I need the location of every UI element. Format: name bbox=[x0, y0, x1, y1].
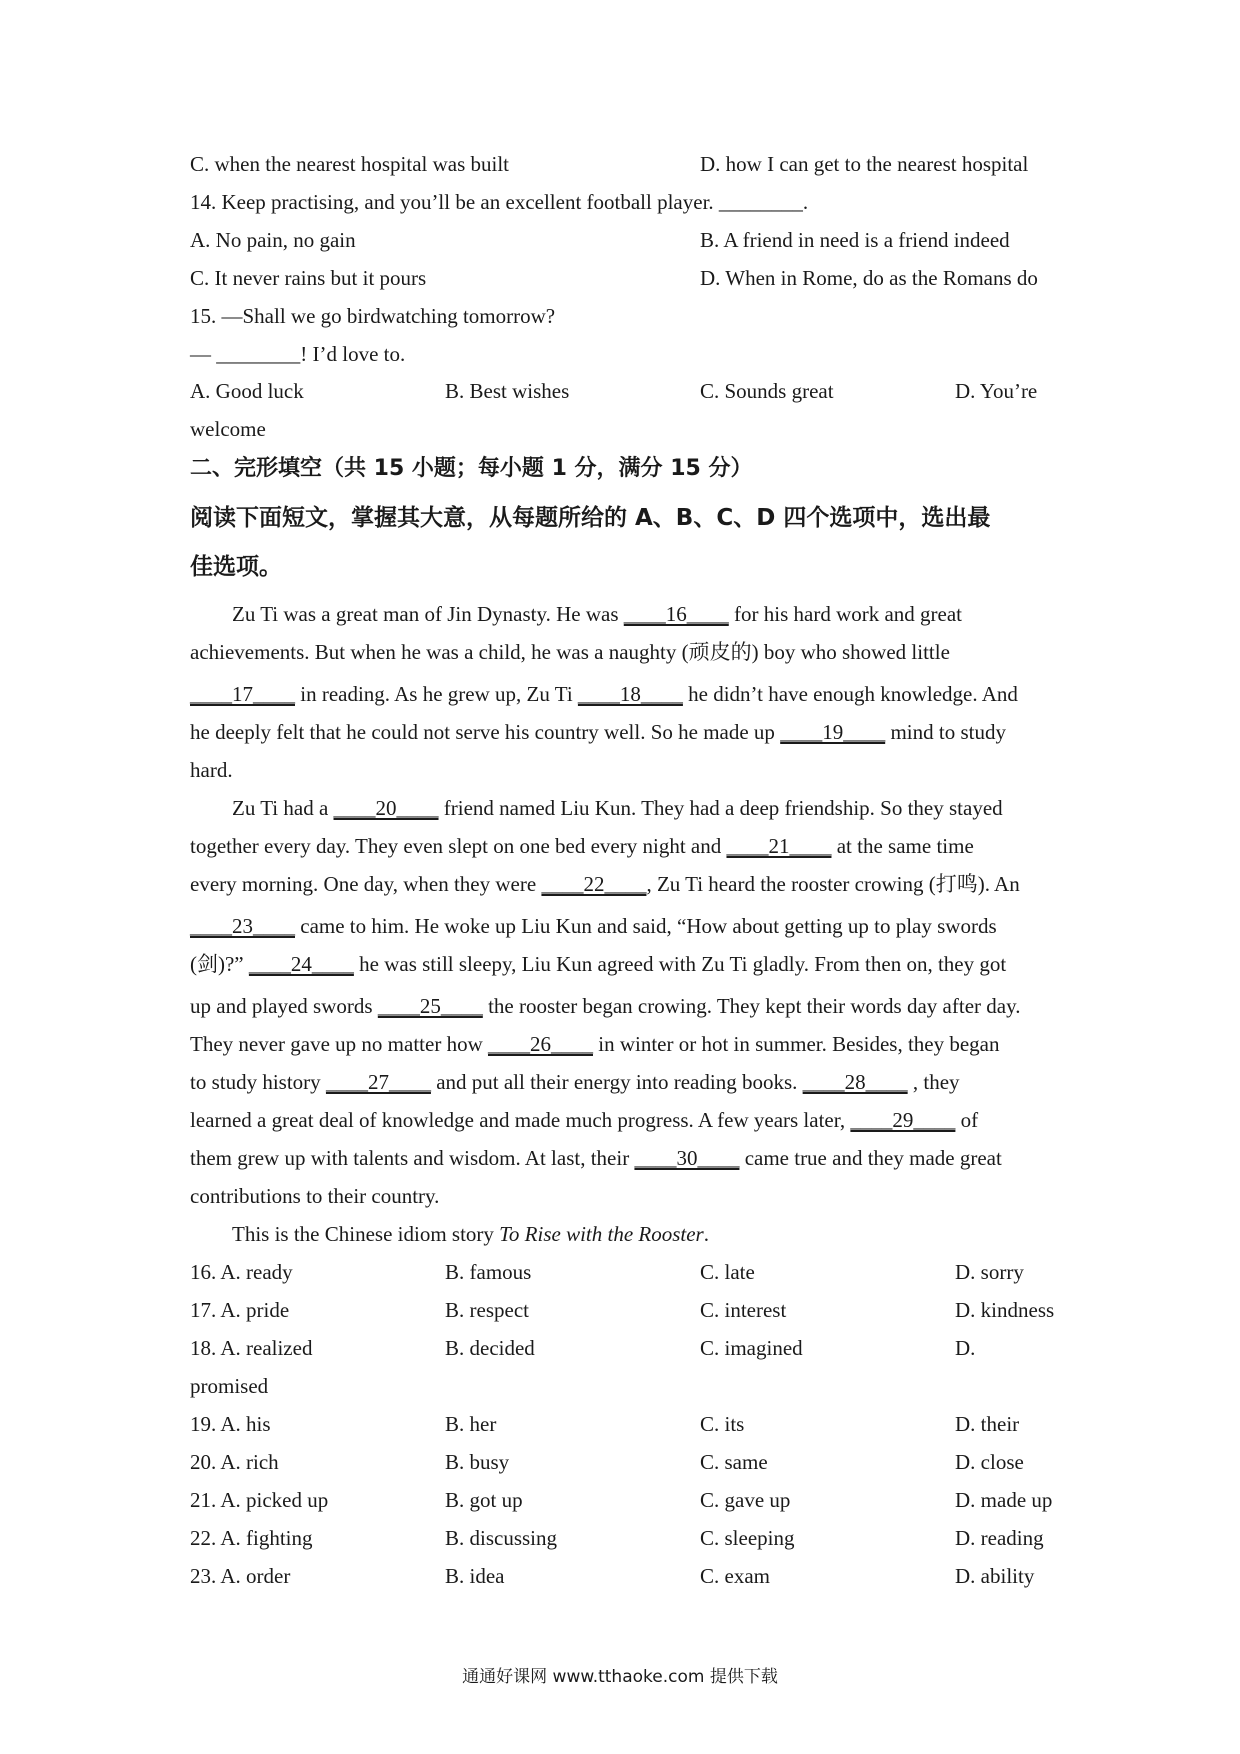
passage-line bbox=[190, 718, 1006, 746]
passage-line bbox=[190, 756, 233, 784]
passage-line bbox=[190, 1106, 978, 1134]
passage-line bbox=[190, 832, 974, 860]
passage-text: They never gave up no matter how bbox=[190, 1032, 488, 1056]
q15-option-a: A. Good luck bbox=[190, 379, 304, 403]
passage-line bbox=[232, 1220, 709, 1248]
passage-text: to study history bbox=[190, 1070, 326, 1094]
q23-option-b: B. idea bbox=[445, 1564, 505, 1588]
q18-option-c: C. imagined bbox=[700, 1336, 803, 1360]
passage-text: at the same time bbox=[831, 834, 974, 858]
passage-text: he was still sleepy, Liu Kun agreed with Zu Ti gladly. From then on, they got bbox=[353, 952, 1007, 976]
q22-option-c: C. sleeping bbox=[700, 1526, 795, 1550]
q18-option-d: D. bbox=[955, 1336, 976, 1360]
passage-text: Zu Ti had a bbox=[232, 796, 334, 820]
q14-option-b: B. A friend in need is a friend indeed bbox=[700, 228, 1010, 252]
passage-text: , Zu Ti heard the rooster crowing (打鸣). An bbox=[646, 872, 1020, 896]
passage-line bbox=[190, 992, 1020, 1020]
section-instruction-line1: 阅读下面短文，掌握其大意，从每题所给的 A、B、C、D 四个选项中，选出最 bbox=[190, 505, 991, 531]
idiom-title: To Rise with the Rooster bbox=[499, 1222, 704, 1246]
q17-option-c: C. interest bbox=[700, 1298, 787, 1322]
q14-option-d: D. When in Rome, do as the Romans do bbox=[700, 266, 1038, 290]
passage-text: he didn’t have enough knowledge. And bbox=[682, 682, 1018, 706]
passage-text: contributions to their country. bbox=[190, 1184, 440, 1208]
passage-text: friend named Liu Kun. They had a deep friendship. So they stayed bbox=[438, 796, 1003, 820]
q22-option-a: 22. A. fighting bbox=[190, 1526, 313, 1550]
q18-option-d-continued: promised bbox=[190, 1374, 269, 1398]
q22-option-b: B. discussing bbox=[445, 1526, 558, 1550]
q19-option-b: B. her bbox=[445, 1412, 497, 1436]
blank-16: ____16____ bbox=[623, 602, 729, 626]
blank-18: ____18____ bbox=[577, 682, 683, 706]
passage-text: learned a great deal of knowledge and made much progress. A few years later, bbox=[190, 1108, 851, 1132]
q19-option-d: D. their bbox=[955, 1412, 1020, 1436]
q16-option-b: B. famous bbox=[445, 1260, 532, 1284]
blank-25: ____25____ bbox=[377, 994, 483, 1018]
passage-text: . bbox=[703, 1222, 709, 1246]
q17-option-d: D. kindness bbox=[955, 1298, 1055, 1322]
q21-option-a: 21. A. picked up bbox=[190, 1488, 329, 1512]
blank-28: ____28____ bbox=[802, 1070, 908, 1094]
passage-line bbox=[190, 912, 997, 940]
passage-text: This is the Chinese idiom story bbox=[232, 1222, 500, 1246]
blank-22: ____22____ bbox=[541, 872, 647, 896]
q21-option-b: B. got up bbox=[445, 1488, 523, 1512]
q19-option-a: 19. A. his bbox=[190, 1412, 271, 1436]
q18-option-a: 18. A. realized bbox=[190, 1336, 313, 1360]
section-heading: 二、完形填空（共 15 小题；每小题 1 分，满分 15 分） bbox=[190, 456, 753, 481]
passage-line bbox=[190, 1144, 1002, 1172]
passage-line bbox=[190, 1182, 439, 1210]
passage-line bbox=[232, 794, 1003, 822]
q16-option-d: D. sorry bbox=[955, 1260, 1024, 1284]
q20-option-a: 20. A. rich bbox=[190, 1450, 279, 1474]
passage-text: in reading. As he grew up, Zu Ti bbox=[295, 682, 578, 706]
q15-option-b: B. Best wishes bbox=[445, 379, 570, 403]
passage-text: came true and they made great bbox=[739, 1146, 1002, 1170]
q13-option-d: D. how I can get to the nearest hospital bbox=[700, 152, 1029, 176]
q14-option-c: C. It never rains but it pours bbox=[190, 266, 427, 290]
q15-reply: — ________! I’d love to. bbox=[190, 342, 406, 366]
blank-21: ____21____ bbox=[726, 834, 832, 858]
passage-text: he deeply felt that he could not serve his country well. So he made up bbox=[190, 720, 781, 744]
q15-option-d-continued: welcome bbox=[190, 417, 266, 441]
section-instruction-line2: 佳选项。 bbox=[190, 554, 282, 580]
q13-option-c: C. when the nearest hospital was built bbox=[190, 152, 510, 176]
passage-text: every morning. One day, when they were bbox=[190, 872, 542, 896]
q15-option-d: D. You’re bbox=[955, 379, 1038, 403]
passage-text: in winter or hot in summer. Besides, they began bbox=[592, 1032, 1000, 1056]
passage-line bbox=[190, 638, 950, 666]
q23-option-d: D. ability bbox=[955, 1564, 1035, 1588]
q17-option-b: B. respect bbox=[445, 1298, 529, 1322]
passage-text: up and played swords bbox=[190, 994, 378, 1018]
blank-20: ____20____ bbox=[333, 796, 439, 820]
passage-text: for his hard work and great bbox=[728, 602, 963, 626]
q18-option-b: B. decided bbox=[445, 1336, 535, 1360]
passage-text: them grew up with talents and wisdom. At last, their bbox=[190, 1146, 635, 1170]
blank-19: ____19____ bbox=[780, 720, 886, 744]
q14-stem: 14. Keep practising, and you’ll be an excellent football player. ________. bbox=[190, 190, 809, 214]
q21-option-c: C. gave up bbox=[700, 1488, 791, 1512]
q20-option-b: B. busy bbox=[445, 1450, 510, 1474]
q15-option-c: C. Sounds great bbox=[700, 379, 834, 403]
q21-option-d: D. made up bbox=[955, 1488, 1053, 1512]
passage-line bbox=[190, 680, 1018, 708]
passage-text: achievements. But when he was a child, he was a naughty (顽皮的) boy who showed little bbox=[190, 640, 950, 664]
blank-29: ____29____ bbox=[850, 1108, 956, 1132]
passage-line bbox=[232, 600, 962, 628]
q22-option-d: D. reading bbox=[955, 1526, 1044, 1550]
blank-17: ____17____ bbox=[190, 682, 295, 706]
blank-24: ____24____ bbox=[248, 952, 354, 976]
passage-line bbox=[190, 1068, 960, 1096]
passage-text: and put all their energy into reading books. bbox=[430, 1070, 803, 1094]
q20-option-d: D. close bbox=[955, 1450, 1024, 1474]
passage-text: mind to study bbox=[885, 720, 1006, 744]
passage-text: (剑)?” bbox=[190, 952, 249, 976]
q15-stem: 15. —Shall we go birdwatching tomorrow? bbox=[190, 304, 556, 328]
q16-option-a: 16. A. ready bbox=[190, 1260, 293, 1284]
passage-line bbox=[190, 950, 1006, 978]
q20-option-c: C. same bbox=[700, 1450, 768, 1474]
passage-text: Zu Ti was a great man of Jin Dynasty. He was bbox=[232, 602, 624, 626]
q23-option-a: 23. A. order bbox=[190, 1564, 291, 1588]
passage-text: of bbox=[955, 1108, 979, 1132]
q17-option-a: 17. A. pride bbox=[190, 1298, 290, 1322]
q23-option-c: C. exam bbox=[700, 1564, 770, 1588]
passage-text: came to him. He woke up Liu Kun and said, “How about getting up to play swords bbox=[295, 914, 997, 938]
q14-option-a: A. No pain, no gain bbox=[190, 228, 356, 252]
blank-26: ____26____ bbox=[487, 1032, 593, 1056]
passage-text: together every day. They even slept on one bed every night and bbox=[190, 834, 727, 858]
passage-text: , they bbox=[907, 1070, 960, 1094]
passage-text: the rooster began crowing. They kept their words day after day. bbox=[482, 994, 1021, 1018]
passage-line bbox=[190, 870, 1020, 898]
blank-23: ____23____ bbox=[190, 914, 295, 938]
blank-27: ____27____ bbox=[325, 1070, 431, 1094]
passage-line bbox=[190, 1030, 1000, 1058]
page-footer: 通通好课网 www.tthaoke.com 提供下载 bbox=[462, 1667, 778, 1687]
q19-option-c: C. its bbox=[700, 1412, 745, 1436]
q16-option-c: C. late bbox=[700, 1260, 755, 1284]
passage-text: hard. bbox=[190, 758, 233, 782]
blank-30: ____30____ bbox=[634, 1146, 740, 1170]
